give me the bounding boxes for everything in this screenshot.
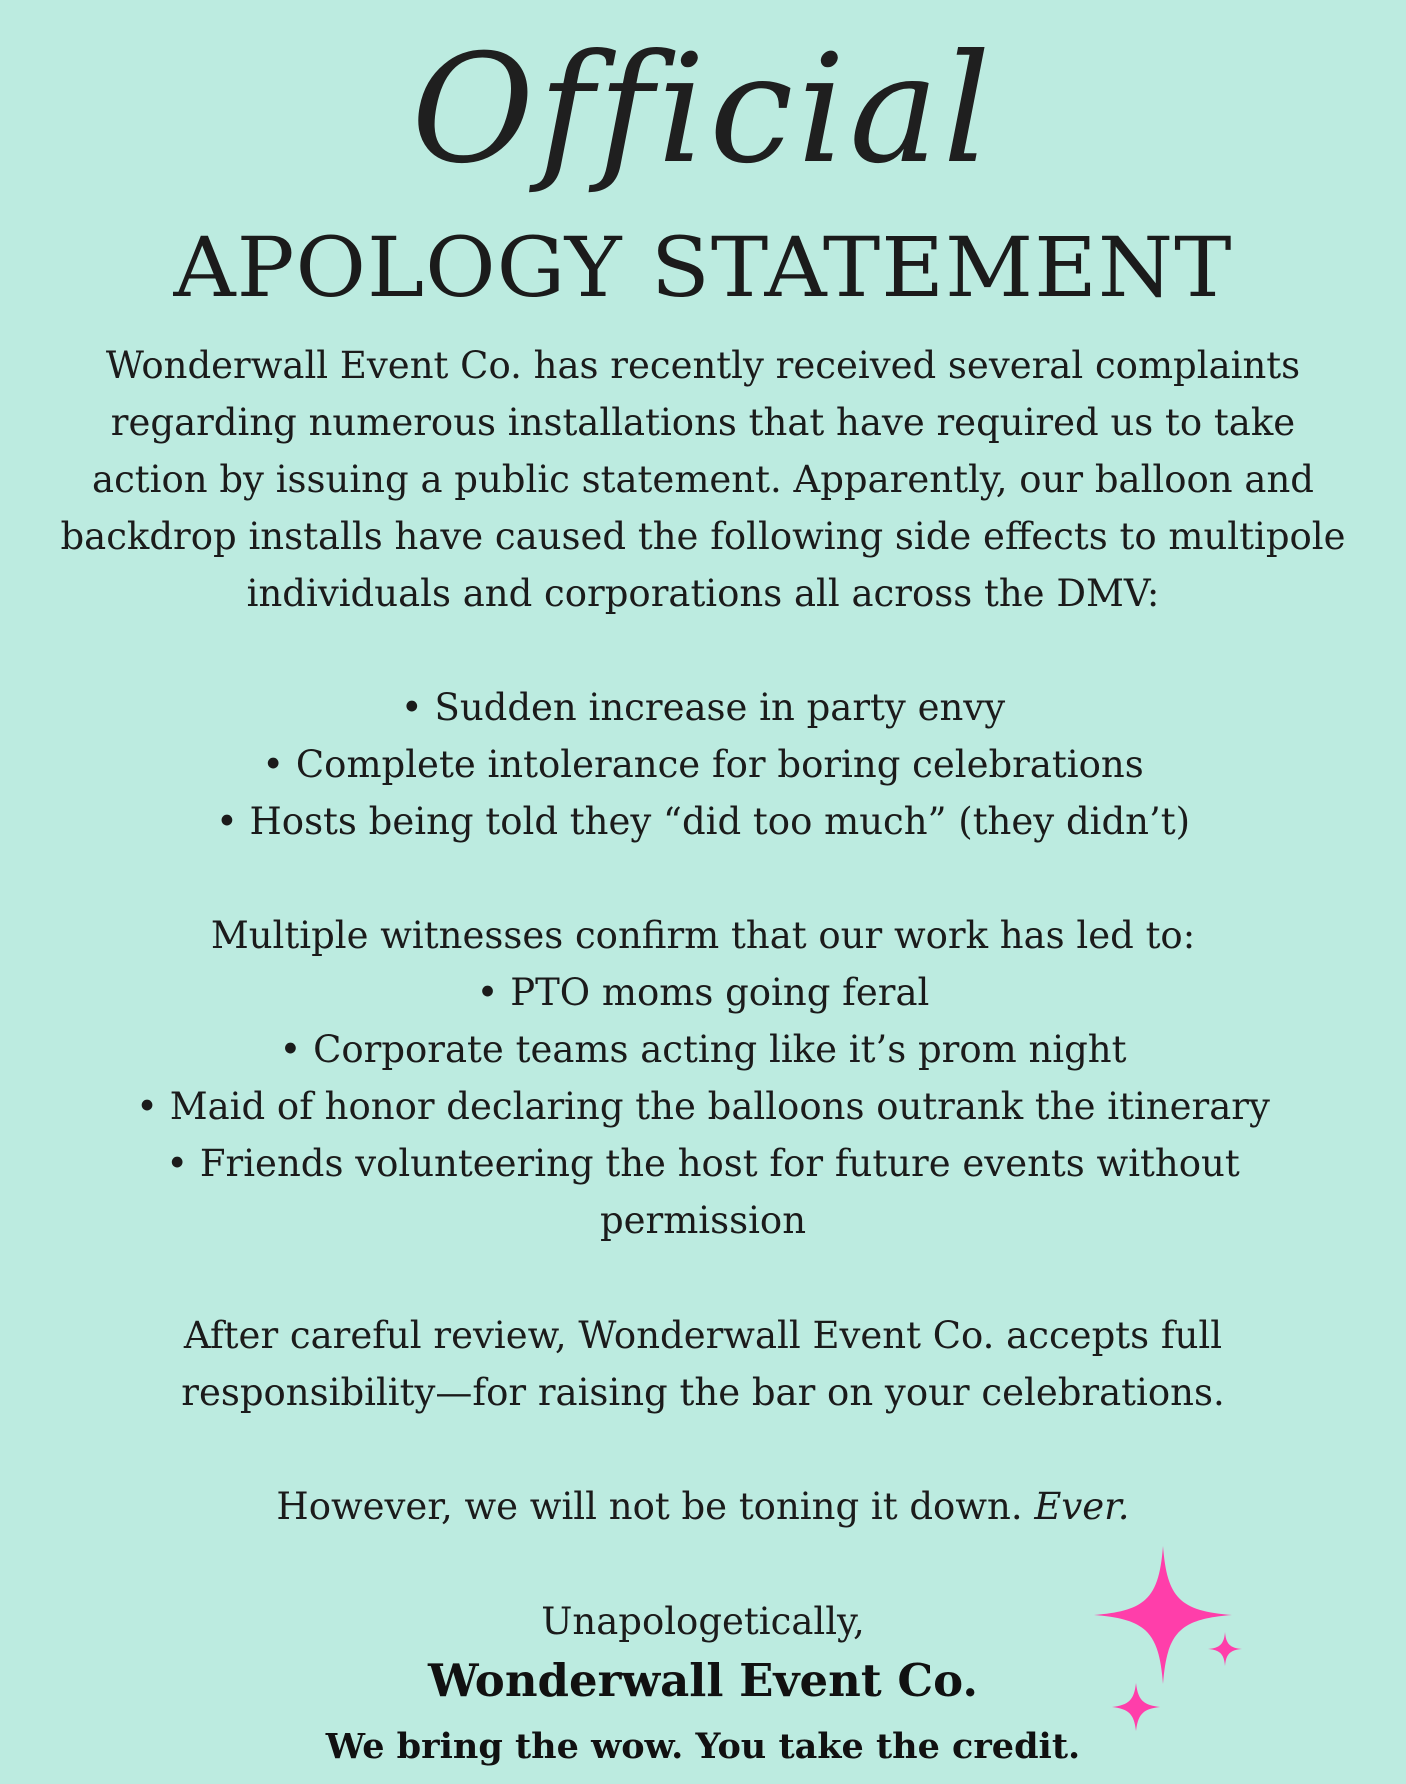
script-title: Official [411,23,995,197]
review-line: responsibility—for raising the bar on your celebrations. [181,1371,1225,1414]
company-name: Wonderwall Event Co. [427,1654,979,1707]
intro-line: action by issuing a public statement. Apparently, our balloon and [92,458,1314,501]
witnesses-lead: Multiple witnesses confirm that our work has led to: [210,914,1196,957]
sparkle-large [1094,1546,1232,1684]
list-item-continuation: permission [599,1199,807,1242]
intro-line: individuals and corporations all across the DMV: [246,572,1160,615]
intro-line: backdrop installs have caused the following side effects to multipole [60,515,1346,558]
witnesses-section [40,907,1366,1249]
sparkle-icon [1080,1540,1260,1740]
sparkle-small-right [1208,1632,1242,1666]
intro-line: regarding numerous installations that have required us to take [110,401,1296,444]
side-effects-list [40,679,1366,850]
tagline: We bring the wow. You take the credit. [325,1726,1081,1767]
ever-emphasis: Ever. [1034,1485,1130,1528]
page-title: APOLOGY STATEMENT [173,220,1233,316]
sparkle-small-bottom [1112,1683,1160,1731]
list-item: • Maid of honor declaring the balloons outrank the itinerary [40,1078,1366,1135]
list-item: • Hosts being told they “did too much” (they didn’t) [40,793,1366,850]
list-item: • Corporate teams acting like it’s prom night [40,1021,1366,1078]
signoff-closing: Unapologetically, [541,1600,865,1643]
intro-paragraph [40,337,1366,622]
list-item: • Sudden increase in party envy [40,679,1366,736]
not-toning-down [40,1478,1366,1535]
not-toning-down-text: However, we will not be toning it down. [276,1485,1023,1528]
intro-line: Wonderwall Event Co. has recently received several complaints [105,344,1301,387]
review-line: After careful review, Wonderwall Event Co. accepts full [183,1314,1223,1357]
not-toning-down-line [40,1478,1366,1535]
review-paragraph [40,1307,1366,1421]
list-item: • PTO moms going feral [40,964,1366,1021]
list-item: • Complete intolerance for boring celebrations [40,736,1366,793]
list-item: • Friends volunteering the host for future events without [40,1135,1366,1192]
